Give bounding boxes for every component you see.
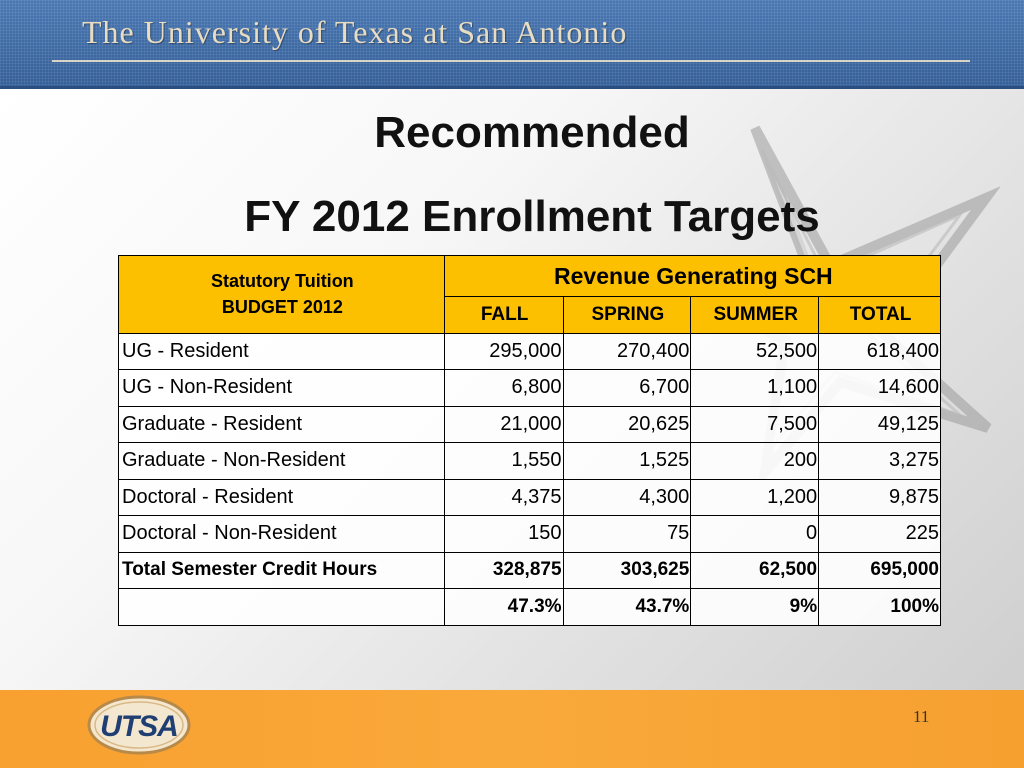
cell-value: 1,200 [691, 479, 819, 516]
percent-value: 9% [691, 589, 819, 626]
cell-value: 1,100 [691, 370, 819, 407]
cell-value: 200 [691, 443, 819, 480]
cell-value: 52,500 [691, 333, 819, 370]
corner-header-line-1: Statutory Tuition [211, 271, 354, 292]
header-band [0, 0, 1024, 88]
cell-value: 225 [819, 516, 941, 553]
table-row [119, 443, 941, 480]
total-value: 62,500 [691, 552, 819, 589]
cell-value: 0 [691, 516, 819, 553]
column-header-spring: SPRING [563, 297, 691, 334]
total-label: Total Semester Credit Hours [119, 552, 445, 589]
total-row [119, 552, 941, 589]
cell-value: 21,000 [444, 406, 563, 443]
cell-value: 3,275 [819, 443, 941, 480]
row-label: UG - Resident [119, 333, 445, 370]
header-rule [52, 60, 970, 62]
cell-value: 7,500 [691, 406, 819, 443]
table-row [119, 333, 941, 370]
percent-value: 47.3% [444, 589, 563, 626]
cell-value: 14,600 [819, 370, 941, 407]
cell-value: 270,400 [563, 333, 691, 370]
cell-value: 49,125 [819, 406, 941, 443]
svg-text:UTSA: UTSA [100, 710, 178, 743]
cell-value: 9,875 [819, 479, 941, 516]
cell-value: 150 [444, 516, 563, 553]
percent-value: 100% [819, 589, 941, 626]
row-label: Doctoral - Non-Resident [119, 516, 445, 553]
total-value: 695,000 [819, 552, 941, 589]
cell-value: 6,700 [563, 370, 691, 407]
table-row [119, 479, 941, 516]
column-header-fall: FALL [444, 297, 563, 334]
row-label: Doctoral - Resident [119, 479, 445, 516]
slide-title-line-1: Recommended [374, 108, 690, 157]
row-label: Graduate - Resident [119, 406, 445, 443]
cell-value: 6,800 [444, 370, 563, 407]
group-header: Revenue Generating SCH [444, 256, 940, 297]
row-label: Graduate - Non-Resident [119, 443, 445, 480]
cell-value: 4,375 [444, 479, 563, 516]
cell-value: 75 [563, 516, 691, 553]
column-header-total: TOTAL [819, 297, 941, 334]
percent-label [119, 589, 445, 626]
utsa-logo [86, 694, 192, 756]
table-row [119, 406, 941, 443]
cell-value: 618,400 [819, 333, 941, 370]
page-number: 11 [913, 707, 930, 726]
table-row [119, 516, 941, 553]
university-title: The University of Texas at San Antonio [82, 14, 628, 50]
column-header-summer: SUMMER [691, 297, 819, 334]
cell-value: 1,550 [444, 443, 563, 480]
percent-value: 43.7% [563, 589, 691, 626]
table-row [119, 370, 941, 407]
total-value: 303,625 [563, 552, 691, 589]
total-value: 328,875 [444, 552, 563, 589]
percent-row [119, 589, 941, 626]
row-label: UG - Non-Resident [119, 370, 445, 407]
enrollment-table [118, 255, 941, 626]
cell-value: 20,625 [563, 406, 691, 443]
cell-value: 1,525 [563, 443, 691, 480]
table-corner-header [119, 256, 445, 334]
slide-title-line-2: FY 2012 Enrollment Targets [244, 192, 820, 241]
corner-header-line-2: BUDGET 2012 [221, 297, 343, 318]
cell-value: 295,000 [444, 333, 563, 370]
cell-value: 4,300 [563, 479, 691, 516]
